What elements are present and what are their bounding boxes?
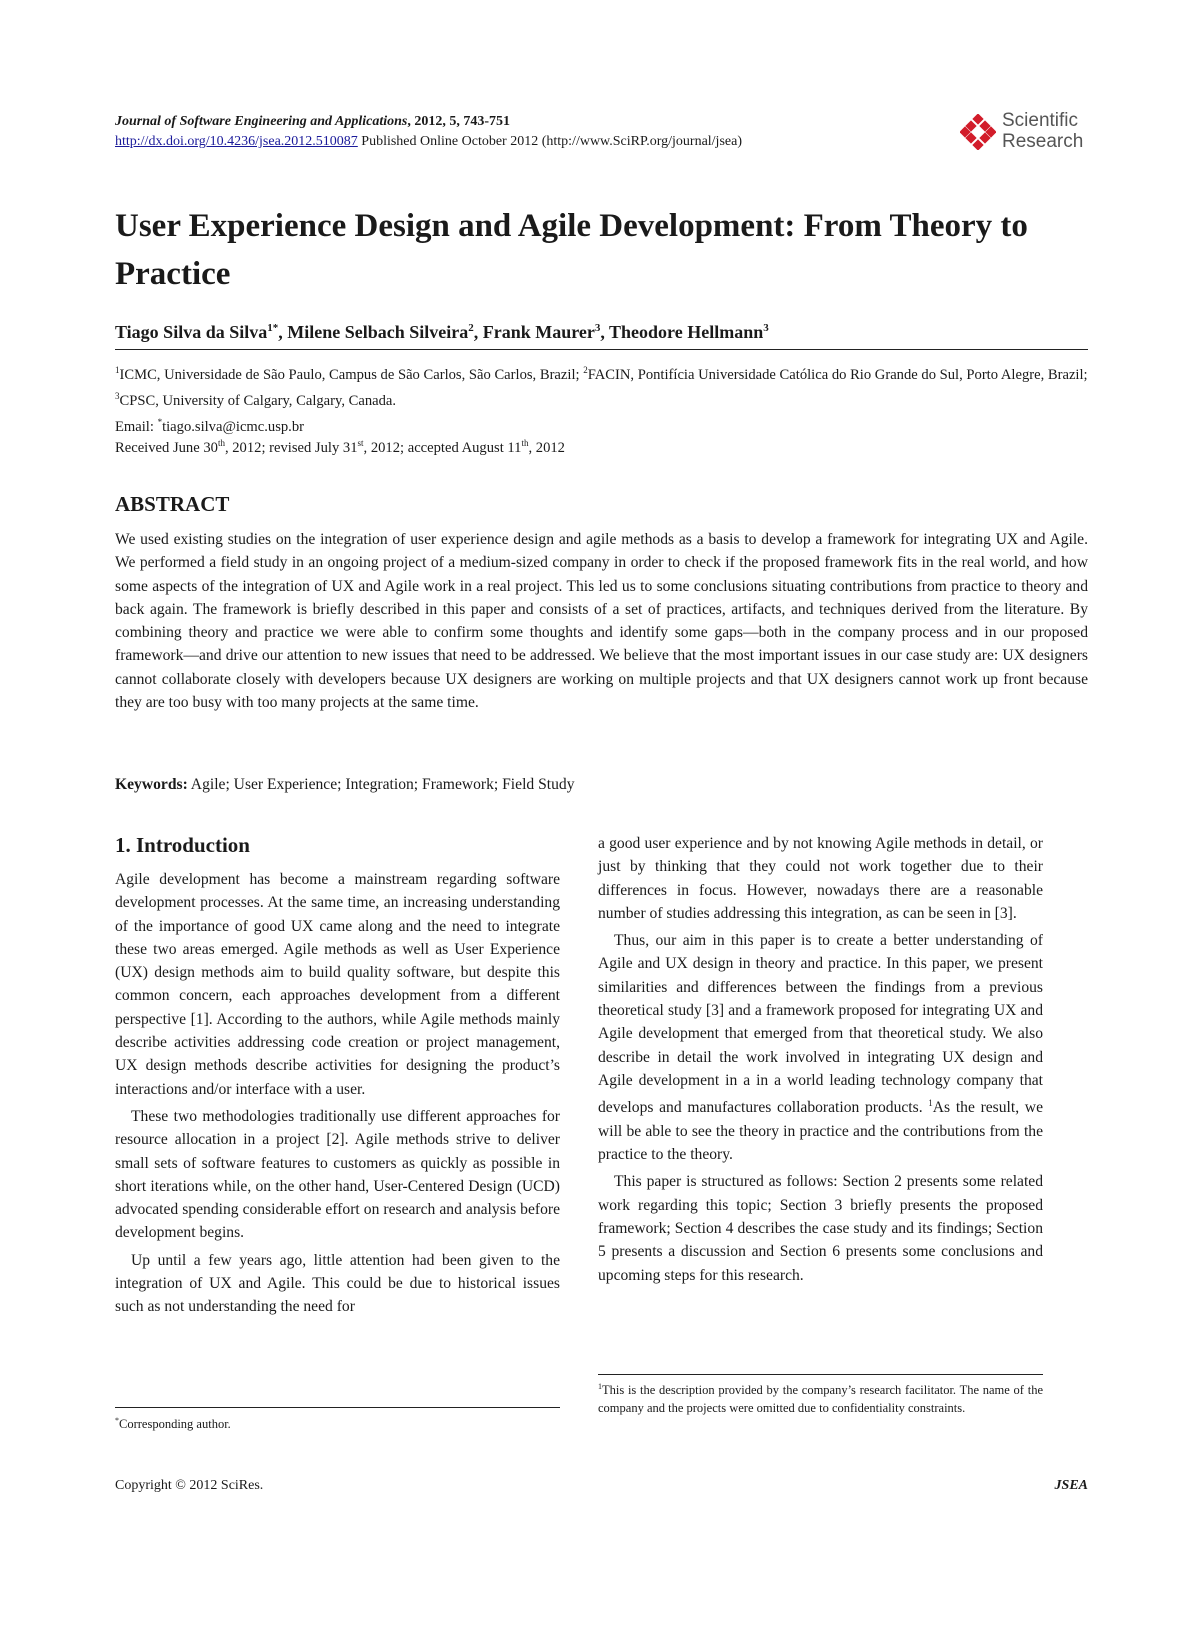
- keywords-text: Agile; User Experience; Integration; Framework; Field Study: [187, 776, 575, 793]
- author-name: , Theodore Hellmann: [600, 322, 764, 342]
- author-superscript: 3: [594, 322, 601, 334]
- paper-title: User Experience Design and Agile Development: From Theory to Practice: [115, 208, 1028, 292]
- ordinal-superscript: th: [217, 438, 225, 448]
- footnote-divider-left: [115, 1407, 560, 1408]
- received-text: Received June 30: [115, 439, 218, 456]
- affiliation-text: ICMC, Universidade de São Paulo, Campus de São Carlos, São Carlos, Brazil;: [119, 366, 584, 383]
- author-superscript: 3: [763, 322, 769, 334]
- journal-name: Journal of Software Engineering and Applications: [115, 114, 408, 129]
- paragraph-text: As the result, we will be able to see the theory in practice and the contributions from the practice to the theory.: [598, 1099, 1043, 1164]
- author-name: , Milene Selbach Silveira: [278, 322, 469, 342]
- abstract-heading: ABSTRACT: [115, 492, 230, 516]
- publisher-logo: [960, 110, 1090, 154]
- year-text: , 2012: [528, 439, 565, 456]
- paragraph: These two methodologies traditionally use different approaches for resource allocation in a project [2]. Agile methods strive to deliver small sets of software features to customers as quickly as possible in short iterations while, on the other hand, User-Centered Design (UCD) advocated spending considerable effort on research and analysis before development begins.: [115, 1107, 560, 1242]
- footnote-text: This is the description provided by the company’s research facilitator. The name of the company and the projects were omitted due to confidentiality constraints.: [598, 1383, 1043, 1416]
- journal-citation-line: [115, 112, 975, 132]
- received-dates: [115, 438, 1075, 457]
- scientific-research-logo-icon: [960, 114, 996, 150]
- footnote-right: [598, 1378, 1043, 1417]
- section-heading-introduction: 1. Introduction: [115, 833, 250, 857]
- author-list: [115, 322, 1075, 343]
- logo-text: [1002, 110, 1083, 152]
- author-divider: [115, 349, 1088, 350]
- published-online: Published Online October 2012 (http://www.SciRP.org/journal/jsea): [357, 134, 742, 149]
- email-address[interactable]: tiago.silva@icmc.usp.br: [162, 418, 304, 435]
- author-superscript: 1*: [267, 322, 279, 334]
- logo-line2: Research: [1002, 131, 1084, 152]
- footnote-text: Corresponding author.: [119, 1417, 231, 1432]
- doi-line: [115, 132, 975, 152]
- keywords-label: Keywords:: [115, 776, 188, 793]
- footnote-left: [115, 1412, 560, 1433]
- accepted-text: , 2012; accepted August 11: [363, 439, 522, 456]
- affiliation-text: CPSC, University of Calgary, Calgary, Canada.: [119, 392, 397, 409]
- footnote-superscript: 1: [598, 1382, 602, 1391]
- journal-abbreviation: JSEA: [1054, 1478, 1088, 1493]
- copyright: Copyright © 2012 SciRes.: [115, 1478, 264, 1493]
- affiliation-superscript: 3: [115, 390, 120, 401]
- paragraph: This paper is structured as follows: Section 2 presents some related work regarding this topic; Section 3 briefly presents the proposed framework; Section 4 describes the case study and its findings; Section 5 presents a discussion and Section 6 presents some conclusions and upcoming steps for this research.: [598, 1173, 1043, 1284]
- paragraph: a good user experience and by not knowing Agile methods in detail, or just by thinking that they could not work together due to their differences in focus. However, nowadays there are a reasonable number of studies addressing this integration, as can be seen in [3].: [598, 835, 1043, 922]
- journal-header: [115, 112, 975, 152]
- author-name: Tiago Silva da Silva: [115, 322, 268, 342]
- ordinal-superscript: th: [521, 438, 529, 448]
- paragraph-text: Thus, our aim in this paper is to create a better understanding of Agile and UX design in theory and practice. In this paper, we present similarities and differences between the findings from a previous theoretical study [3] and a framework proposed for integrating UX and Agile development that emerged from that theoretical study. We also describe in detail the work involved in integrating UX design and Agile development in a in a world leading technology company that develops and manufactures collaboration products.: [598, 932, 1043, 1117]
- footnote-divider-right: [598, 1374, 1043, 1375]
- keywords: [115, 776, 1075, 794]
- email-superscript: *: [157, 416, 163, 427]
- affiliations: [115, 360, 1088, 438]
- affiliation-superscript: 1: [115, 365, 120, 375]
- ordinal-superscript: st: [357, 438, 364, 448]
- affiliation-text: FACIN, Pontifícia Universidade Católica do Rio Grande do Sul, Porto Alegre, Brazil;: [587, 366, 1088, 383]
- author-name: , Frank Maurer: [473, 322, 595, 342]
- paragraph: Agile development has become a mainstream regarding software development processes. At the same time, an increasing understanding of the importance of good UX came along and the need to integrate these two areas emerged. Agile methods as well as User Experience (UX) design methods aim to build quality software, but despite this common concern, each approaches development from a different perspective [1]. According to the authors, while Agile methods mainly describe activities addressing code creation or project management, UX design methods describe activities for designing the product’s interactions and/or interface with a user.: [115, 871, 560, 1098]
- logo-line1: Scientific: [1002, 110, 1079, 131]
- left-column: [115, 832, 560, 1319]
- footnote-marker[interactable]: 1: [928, 1098, 933, 1109]
- footnote-superscript: *: [115, 1416, 119, 1425]
- revised-text: , 2012; revised July 31: [224, 439, 358, 456]
- journal-volume: , 2012, 5, 743-751: [407, 114, 511, 129]
- paragraph: Up until a few years ago, little attention had been given to the integration of UX and Agile. This could be due to historical issues such as not understanding the need for: [115, 1251, 560, 1316]
- doi-link[interactable]: http://dx.doi.org/10.4236/jsea.2012.510087: [115, 134, 358, 149]
- author-superscript: 2: [468, 322, 474, 334]
- affiliation-superscript: 2: [583, 365, 588, 375]
- paragraph: [598, 929, 1043, 1166]
- email-label: Email:: [115, 418, 158, 435]
- abstract-text: We used existing studies on the integration of user experience design and agile methods as a basis to develop a framework for integrating UX and Agile. We performed a field study in an ongoing project of a medium-sized company in order to check if the proposed framework fits in the real world, and how some aspects of the integration of UX and Agile work in a real project. This led us to some conclusions situating contributions from practice to theory and back again. The framework is briefly described in this paper and consists of a set of practices, artifacts, and techniques derived from the literature. By combining theory and practice we were able to confirm some thoughts and identify some gaps—both in the company process and in our proposed framework—and drive our attention to new issues that need to be addressed. We believe that the most important issues in our case study are: UX designers cannot collaborate closely with developers because UX designers are working on multiple projects and that UX designers cannot work up front because they are too busy with too many projects at the same time.: [115, 531, 1088, 712]
- right-column: [598, 832, 1043, 1287]
